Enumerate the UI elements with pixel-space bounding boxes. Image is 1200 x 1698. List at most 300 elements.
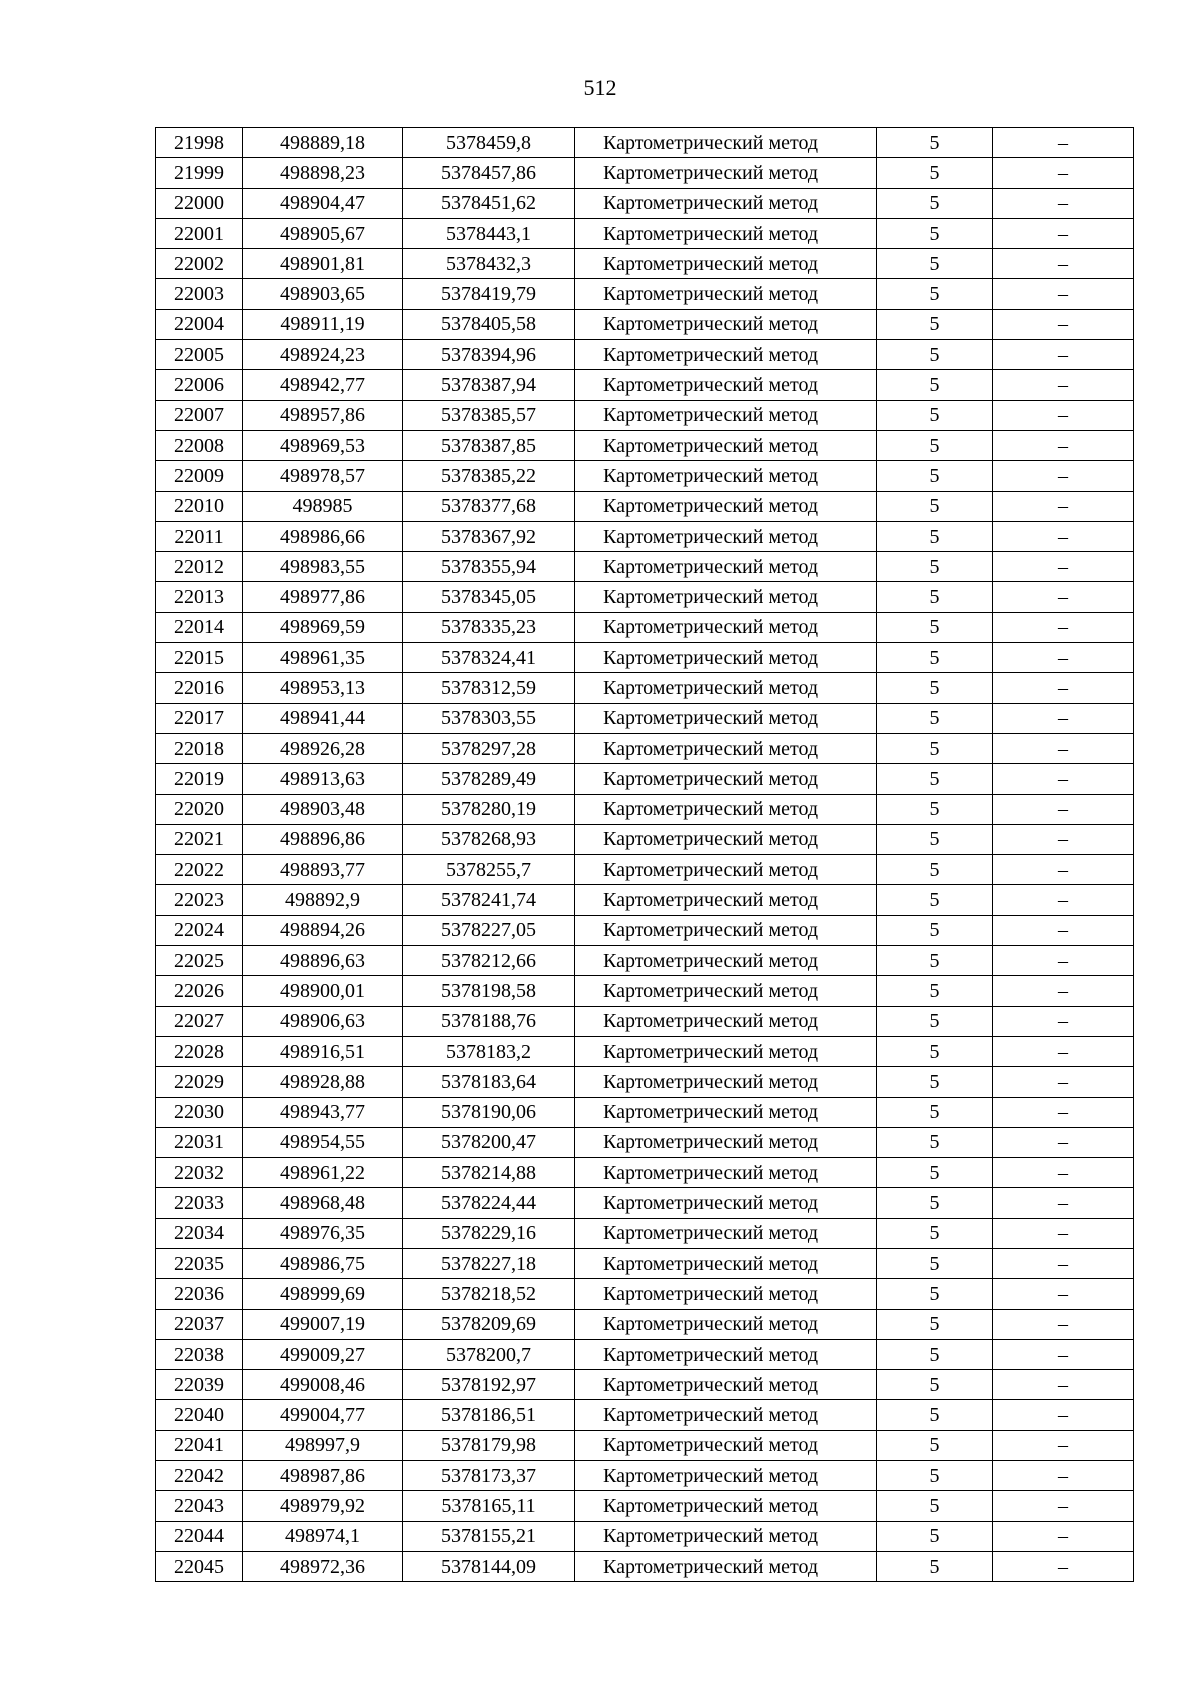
point-number-cell: 22042 [156,1461,243,1491]
accuracy-cell: 5 [877,855,993,885]
method-cell: Картометрический метод [575,643,877,673]
point-number-cell: 22000 [156,188,243,218]
accuracy-cell: 5 [877,249,993,279]
table-row [156,249,1134,279]
method-cell: Картометрический метод [575,976,877,1006]
method-cell: Картометрический метод [575,430,877,460]
accuracy-cell: 5 [877,885,993,915]
accuracy-cell: 5 [877,128,993,158]
x-coordinate-cell: 498997,9 [243,1430,403,1460]
x-coordinate-cell: 498969,59 [243,612,403,642]
y-coordinate-cell: 5378190,06 [403,1097,575,1127]
y-coordinate-cell: 5378165,11 [403,1491,575,1521]
note-cell: – [993,976,1134,1006]
x-coordinate-cell: 498986,75 [243,1248,403,1278]
note-cell: – [993,1006,1134,1036]
table-row [156,1006,1134,1036]
point-number-cell: 22032 [156,1158,243,1188]
point-number-cell: 22030 [156,1097,243,1127]
y-coordinate-cell: 5378192,97 [403,1370,575,1400]
y-coordinate-cell: 5378385,57 [403,400,575,430]
y-coordinate-cell: 5378218,52 [403,1279,575,1309]
table-row [156,1279,1134,1309]
table-row [156,552,1134,582]
y-coordinate-cell: 5378419,79 [403,279,575,309]
method-cell: Картометрический метод [575,673,877,703]
method-cell: Картометрический метод [575,1551,877,1581]
point-number-cell: 22013 [156,582,243,612]
table-row [156,915,1134,945]
accuracy-cell: 5 [877,1279,993,1309]
accuracy-cell: 5 [877,340,993,370]
point-number-cell: 22043 [156,1491,243,1521]
point-number-cell: 22045 [156,1551,243,1581]
point-number-cell: 22033 [156,1188,243,1218]
y-coordinate-cell: 5378173,37 [403,1461,575,1491]
table-row [156,1521,1134,1551]
x-coordinate-cell: 498972,36 [243,1551,403,1581]
accuracy-cell: 5 [877,552,993,582]
method-cell: Картометрический метод [575,1036,877,1066]
accuracy-cell: 5 [877,1309,993,1339]
y-coordinate-cell: 5378405,58 [403,309,575,339]
note-cell: – [993,128,1134,158]
table-row [156,1309,1134,1339]
method-cell: Картометрический метод [575,1521,877,1551]
y-coordinate-cell: 5378155,21 [403,1521,575,1551]
y-coordinate-cell: 5378345,05 [403,582,575,612]
y-coordinate-cell: 5378186,51 [403,1400,575,1430]
accuracy-cell: 5 [877,1067,993,1097]
note-cell: – [993,643,1134,673]
point-number-cell: 22017 [156,703,243,733]
accuracy-cell: 5 [877,1127,993,1157]
accuracy-cell: 5 [877,673,993,703]
method-cell: Картометрический метод [575,340,877,370]
y-coordinate-cell: 5378255,7 [403,855,575,885]
table-row [156,1551,1134,1581]
accuracy-cell: 5 [877,733,993,763]
table-row [156,946,1134,976]
point-number-cell: 21999 [156,158,243,188]
accuracy-cell: 5 [877,309,993,339]
table-row [156,340,1134,370]
x-coordinate-cell: 498905,67 [243,218,403,248]
note-cell: – [993,1218,1134,1248]
y-coordinate-cell: 5378179,98 [403,1430,575,1460]
y-coordinate-cell: 5378355,94 [403,552,575,582]
method-cell: Картометрический метод [575,1097,877,1127]
accuracy-cell: 5 [877,976,993,1006]
table-row [156,612,1134,642]
note-cell: – [993,1067,1134,1097]
x-coordinate-cell: 498904,47 [243,188,403,218]
table-row [156,1491,1134,1521]
coordinates-table-body [156,128,1134,1582]
accuracy-cell: 5 [877,1461,993,1491]
point-number-cell: 22044 [156,1521,243,1551]
table-row [156,1339,1134,1369]
table-row [156,1036,1134,1066]
table-row [156,1400,1134,1430]
accuracy-cell: 5 [877,1551,993,1581]
note-cell: – [993,1158,1134,1188]
method-cell: Картометрический метод [575,1491,877,1521]
point-number-cell: 22009 [156,461,243,491]
accuracy-cell: 5 [877,400,993,430]
y-coordinate-cell: 5378335,23 [403,612,575,642]
table-row [156,885,1134,915]
accuracy-cell: 5 [877,1218,993,1248]
table-row [156,370,1134,400]
y-coordinate-cell: 5378432,3 [403,249,575,279]
x-coordinate-cell: 498903,65 [243,279,403,309]
table-row [156,218,1134,248]
note-cell: – [993,552,1134,582]
x-coordinate-cell: 498894,26 [243,915,403,945]
note-cell: – [993,794,1134,824]
y-coordinate-cell: 5378241,74 [403,885,575,915]
note-cell: – [993,764,1134,794]
method-cell: Картометрический метод [575,794,877,824]
point-number-cell: 22012 [156,552,243,582]
method-cell: Картометрический метод [575,1006,877,1036]
note-cell: – [993,1036,1134,1066]
y-coordinate-cell: 5378394,96 [403,340,575,370]
note-cell: – [993,1097,1134,1127]
x-coordinate-cell: 498903,48 [243,794,403,824]
y-coordinate-cell: 5378209,69 [403,1309,575,1339]
point-number-cell: 22035 [156,1248,243,1278]
x-coordinate-cell: 499007,19 [243,1309,403,1339]
table-row [156,430,1134,460]
note-cell: – [993,218,1134,248]
method-cell: Картометрический метод [575,1430,877,1460]
method-cell: Картометрический метод [575,188,877,218]
y-coordinate-cell: 5378268,93 [403,824,575,854]
point-number-cell: 22010 [156,491,243,521]
x-coordinate-cell: 498968,48 [243,1188,403,1218]
table-row [156,1188,1134,1218]
point-number-cell: 22037 [156,1309,243,1339]
accuracy-cell: 5 [877,1430,993,1460]
note-cell: – [993,673,1134,703]
y-coordinate-cell: 5378451,62 [403,188,575,218]
method-cell: Картометрический метод [575,521,877,551]
table-row [156,1067,1134,1097]
accuracy-cell: 5 [877,461,993,491]
table-row [156,400,1134,430]
table-row [156,279,1134,309]
y-coordinate-cell: 5378377,68 [403,491,575,521]
note-cell: – [993,340,1134,370]
y-coordinate-cell: 5378183,2 [403,1036,575,1066]
method-cell: Картометрический метод [575,279,877,309]
point-number-cell: 22023 [156,885,243,915]
accuracy-cell: 5 [877,1036,993,1066]
point-number-cell: 22002 [156,249,243,279]
note-cell: – [993,158,1134,188]
accuracy-cell: 5 [877,521,993,551]
accuracy-cell: 5 [877,612,993,642]
x-coordinate-cell: 498979,92 [243,1491,403,1521]
method-cell: Картометрический метод [575,491,877,521]
x-coordinate-cell: 498974,1 [243,1521,403,1551]
table-row [156,1127,1134,1157]
accuracy-cell: 5 [877,643,993,673]
y-coordinate-cell: 5378324,41 [403,643,575,673]
x-coordinate-cell: 498954,55 [243,1127,403,1157]
x-coordinate-cell: 498906,63 [243,1006,403,1036]
method-cell: Картометрический метод [575,1461,877,1491]
method-cell: Картометрический метод [575,158,877,188]
note-cell: – [993,824,1134,854]
table-row [156,673,1134,703]
method-cell: Картометрический метод [575,128,877,158]
y-coordinate-cell: 5378459,8 [403,128,575,158]
note-cell: – [993,188,1134,218]
note-cell: – [993,1551,1134,1581]
method-cell: Картометрический метод [575,764,877,794]
y-coordinate-cell: 5378183,64 [403,1067,575,1097]
method-cell: Картометрический метод [575,885,877,915]
x-coordinate-cell: 498976,35 [243,1218,403,1248]
point-number-cell: 22005 [156,340,243,370]
table-row [156,1370,1134,1400]
note-cell: – [993,946,1134,976]
point-number-cell: 22036 [156,1279,243,1309]
method-cell: Картометрический метод [575,612,877,642]
note-cell: – [993,279,1134,309]
accuracy-cell: 5 [877,430,993,460]
point-number-cell: 22021 [156,824,243,854]
point-number-cell: 22024 [156,915,243,945]
y-coordinate-cell: 5378457,86 [403,158,575,188]
x-coordinate-cell: 498961,22 [243,1158,403,1188]
point-number-cell: 22008 [156,430,243,460]
note-cell: – [993,885,1134,915]
accuracy-cell: 5 [877,915,993,945]
accuracy-cell: 5 [877,1158,993,1188]
y-coordinate-cell: 5378312,59 [403,673,575,703]
x-coordinate-cell: 498986,66 [243,521,403,551]
table-row [156,1430,1134,1460]
table-row [156,1248,1134,1278]
method-cell: Картометрический метод [575,582,877,612]
point-number-cell: 22022 [156,855,243,885]
point-number-cell: 22031 [156,1127,243,1157]
point-number-cell: 22029 [156,1067,243,1097]
accuracy-cell: 5 [877,1491,993,1521]
method-cell: Картометрический метод [575,1370,877,1400]
table-row [156,733,1134,763]
table-row [156,158,1134,188]
note-cell: – [993,491,1134,521]
x-coordinate-cell: 498926,28 [243,733,403,763]
accuracy-cell: 5 [877,794,993,824]
x-coordinate-cell: 498898,23 [243,158,403,188]
x-coordinate-cell: 498941,44 [243,703,403,733]
y-coordinate-cell: 5378303,55 [403,703,575,733]
point-number-cell: 22011 [156,521,243,551]
note-cell: – [993,1461,1134,1491]
table-row [156,794,1134,824]
note-cell: – [993,915,1134,945]
y-coordinate-cell: 5378367,92 [403,521,575,551]
table-row [156,582,1134,612]
note-cell: – [993,1248,1134,1278]
x-coordinate-cell: 498901,81 [243,249,403,279]
accuracy-cell: 5 [877,1521,993,1551]
x-coordinate-cell: 498896,86 [243,824,403,854]
x-coordinate-cell: 498896,63 [243,946,403,976]
method-cell: Картометрический метод [575,915,877,945]
accuracy-cell: 5 [877,370,993,400]
note-cell: – [993,1491,1134,1521]
method-cell: Картометрический метод [575,218,877,248]
accuracy-cell: 5 [877,1339,993,1369]
x-coordinate-cell: 498957,86 [243,400,403,430]
y-coordinate-cell: 5378443,1 [403,218,575,248]
x-coordinate-cell: 498916,51 [243,1036,403,1066]
table-row [156,764,1134,794]
method-cell: Картометрический метод [575,370,877,400]
accuracy-cell: 5 [877,764,993,794]
method-cell: Картометрический метод [575,1127,877,1157]
note-cell: – [993,612,1134,642]
accuracy-cell: 5 [877,1097,993,1127]
method-cell: Картометрический метод [575,1188,877,1218]
point-number-cell: 22038 [156,1339,243,1369]
x-coordinate-cell: 498961,35 [243,643,403,673]
table-row [156,855,1134,885]
y-coordinate-cell: 5378227,05 [403,915,575,945]
point-number-cell: 22006 [156,370,243,400]
note-cell: – [993,582,1134,612]
method-cell: Картометрический метод [575,733,877,763]
y-coordinate-cell: 5378387,85 [403,430,575,460]
point-number-cell: 22026 [156,976,243,1006]
note-cell: – [993,1370,1134,1400]
accuracy-cell: 5 [877,1370,993,1400]
table-row [156,1158,1134,1188]
point-number-cell: 22018 [156,733,243,763]
point-number-cell: 22028 [156,1036,243,1066]
table-row [156,824,1134,854]
method-cell: Картометрический метод [575,1248,877,1278]
x-coordinate-cell: 498999,69 [243,1279,403,1309]
method-cell: Картометрический метод [575,461,877,491]
coordinates-table [155,127,1134,1582]
table-row [156,128,1134,158]
x-coordinate-cell: 498942,77 [243,370,403,400]
table-row [156,188,1134,218]
method-cell: Картометрический метод [575,1067,877,1097]
note-cell: – [993,703,1134,733]
accuracy-cell: 5 [877,1400,993,1430]
note-cell: – [993,430,1134,460]
y-coordinate-cell: 5378280,19 [403,794,575,824]
x-coordinate-cell: 498924,23 [243,340,403,370]
note-cell: – [993,1521,1134,1551]
method-cell: Картометрический метод [575,1309,877,1339]
method-cell: Картометрический метод [575,249,877,279]
method-cell: Картометрический метод [575,400,877,430]
note-cell: – [993,521,1134,551]
point-number-cell: 22003 [156,279,243,309]
y-coordinate-cell: 5378214,88 [403,1158,575,1188]
accuracy-cell: 5 [877,582,993,612]
x-coordinate-cell: 498978,57 [243,461,403,491]
x-coordinate-cell: 499009,27 [243,1339,403,1369]
point-number-cell: 22034 [156,1218,243,1248]
accuracy-cell: 5 [877,1248,993,1278]
note-cell: – [993,1400,1134,1430]
note-cell: – [993,461,1134,491]
x-coordinate-cell: 498892,9 [243,885,403,915]
x-coordinate-cell: 498889,18 [243,128,403,158]
method-cell: Картометрический метод [575,703,877,733]
y-coordinate-cell: 5378144,09 [403,1551,575,1581]
y-coordinate-cell: 5378387,94 [403,370,575,400]
note-cell: – [993,400,1134,430]
y-coordinate-cell: 5378289,49 [403,764,575,794]
accuracy-cell: 5 [877,218,993,248]
x-coordinate-cell: 499008,46 [243,1370,403,1400]
note-cell: – [993,309,1134,339]
point-number-cell: 22040 [156,1400,243,1430]
accuracy-cell: 5 [877,491,993,521]
note-cell: – [993,733,1134,763]
accuracy-cell: 5 [877,279,993,309]
point-number-cell: 22027 [156,1006,243,1036]
x-coordinate-cell: 498943,77 [243,1097,403,1127]
method-cell: Картометрический метод [575,855,877,885]
table-row [156,491,1134,521]
method-cell: Картометрический метод [575,1279,877,1309]
y-coordinate-cell: 5378229,16 [403,1218,575,1248]
method-cell: Картометрический метод [575,946,877,976]
method-cell: Картометрический метод [575,552,877,582]
method-cell: Картометрический метод [575,1158,877,1188]
table-row [156,461,1134,491]
table-row [156,703,1134,733]
x-coordinate-cell: 498969,53 [243,430,403,460]
accuracy-cell: 5 [877,158,993,188]
accuracy-cell: 5 [877,703,993,733]
y-coordinate-cell: 5378200,7 [403,1339,575,1369]
note-cell: – [993,249,1134,279]
x-coordinate-cell: 498911,19 [243,309,403,339]
table-row [156,643,1134,673]
point-number-cell: 22019 [156,764,243,794]
x-coordinate-cell: 498893,77 [243,855,403,885]
method-cell: Картометрический метод [575,824,877,854]
note-cell: – [993,1188,1134,1218]
x-coordinate-cell: 498928,88 [243,1067,403,1097]
point-number-cell: 22039 [156,1370,243,1400]
note-cell: – [993,1279,1134,1309]
y-coordinate-cell: 5378212,66 [403,946,575,976]
y-coordinate-cell: 5378200,47 [403,1127,575,1157]
accuracy-cell: 5 [877,824,993,854]
y-coordinate-cell: 5378188,76 [403,1006,575,1036]
note-cell: – [993,855,1134,885]
point-number-cell: 22007 [156,400,243,430]
method-cell: Картометрический метод [575,309,877,339]
note-cell: – [993,370,1134,400]
accuracy-cell: 5 [877,1006,993,1036]
